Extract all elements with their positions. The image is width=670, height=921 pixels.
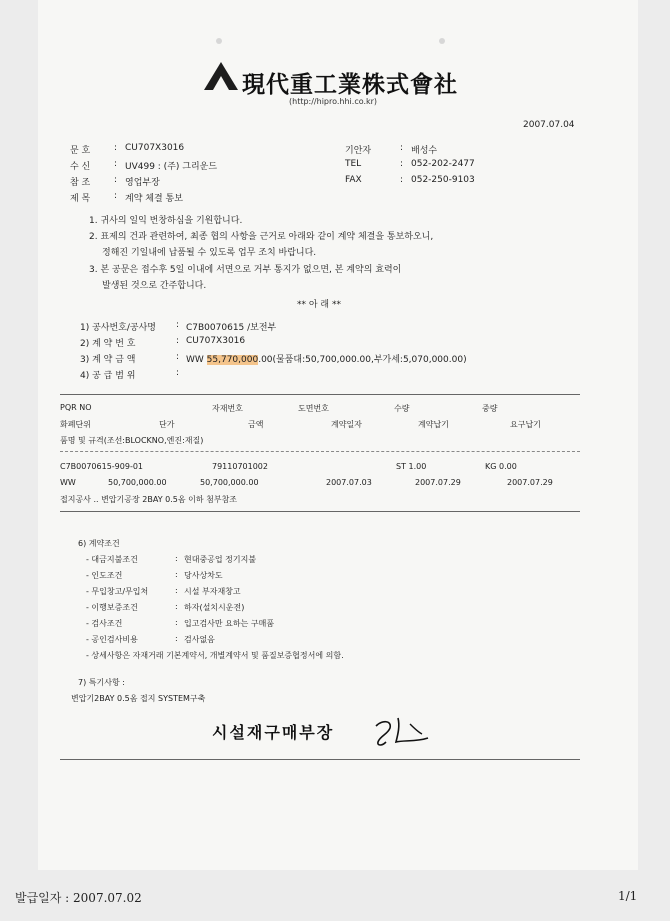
header-value: 계약 체결 통보	[125, 194, 183, 204]
body-line: 1. 귀사의 일익 번창하심을 기원합니다.	[89, 216, 243, 226]
amount-detail: .00(물품대:50,700,000.00,부가세:5,070,000.00)	[258, 355, 467, 365]
condition-sep: :	[175, 570, 178, 579]
table-header: 자재번호	[212, 404, 243, 413]
section-heading: ** 아 래 **	[297, 300, 341, 310]
table-bottom-rule	[60, 511, 580, 512]
header-sep: :	[114, 143, 118, 153]
condition-label: - 공인검사비용	[86, 635, 138, 644]
header-label: 문 호	[70, 146, 91, 156]
condition-value: 당사상차도	[184, 571, 223, 580]
body-line: 발생된 것으로 간주합니다.	[102, 281, 207, 291]
document-date: 2007.07.04	[523, 120, 575, 130]
condition-label: - 검사조건	[86, 619, 123, 628]
condition-sep: :	[175, 634, 178, 643]
condition-sep: :	[175, 554, 178, 563]
header-value: UV499 : (주) 그리운드	[125, 162, 218, 172]
company-logo-icon-inner	[213, 76, 229, 90]
table-header: 수량	[394, 404, 410, 413]
table-header: 계약일자	[331, 420, 362, 429]
issue-date: 발급일자 : 2007.07.02	[15, 891, 142, 905]
header-sep: :	[114, 175, 118, 185]
special-title: 7) 특기사항 :	[78, 678, 125, 687]
header-value: 052-250-9103	[411, 175, 475, 185]
highlighted-amount: 55,770,000	[206, 355, 259, 365]
table-divider	[60, 451, 580, 452]
condition-sep: :	[175, 618, 178, 627]
header-value: CU707X3016	[125, 143, 185, 153]
signature-icon	[370, 712, 440, 752]
table-header: 품명 및 규격(조선:BLOCKNO,엔진:재질)	[60, 436, 204, 445]
table-top-rule	[60, 394, 580, 395]
header-sep: :	[114, 191, 118, 201]
item-sep: :	[176, 336, 180, 346]
punch-hole	[216, 38, 222, 44]
table-cell: 2007.07.03	[326, 478, 372, 487]
body-line: 정해진 기일내에 납품될 수 있도록 업무 조치 바랍니다.	[102, 248, 317, 258]
table-cell: 50,700,000.00	[200, 478, 259, 487]
condition-value: 검사없음	[184, 635, 215, 644]
table-header: PQR NO	[60, 403, 92, 412]
table-header: 단가	[159, 420, 175, 429]
table-cell: KG 0.00	[485, 462, 517, 471]
condition-value: 시설 부자재창고	[184, 587, 241, 596]
item-sep: :	[176, 368, 180, 378]
table-cell: 2007.07.29	[507, 478, 553, 487]
table-cell: WW	[60, 478, 76, 487]
table-header: 요구납기	[510, 420, 541, 429]
header-label: 수 신	[70, 162, 91, 172]
condition-sep: :	[175, 602, 178, 611]
condition-label: - 이행보증조건	[86, 603, 138, 612]
header-label: 참 조	[70, 178, 91, 188]
table-header: 계약납기	[418, 420, 449, 429]
table-header: 금액	[248, 420, 264, 429]
item-label: 4) 공 급 범 위	[80, 371, 136, 381]
header-sep: :	[114, 159, 118, 169]
condition-sep: :	[175, 586, 178, 595]
header-sep: :	[400, 143, 404, 153]
condition-label: - 대금지불조건	[86, 555, 138, 564]
contract-amount	[186, 352, 467, 365]
table-cell: 2007.07.29	[415, 478, 461, 487]
item-label: 3) 계 약 금 액	[80, 355, 136, 365]
closing-rule	[60, 759, 580, 760]
condition-label: - 인도조건	[86, 571, 123, 580]
page-number: 1/1	[618, 889, 638, 903]
body-line: 2. 표제의 건과 관련하여, 최종 협의 사항을 근거로 아래와 같이 계약 체결을 통보하오니,	[89, 232, 434, 242]
table-cell: 79110701002	[212, 462, 268, 471]
header-label: 제 목	[70, 194, 91, 204]
condition-value: 하자(설치시운전)	[184, 603, 245, 612]
header-label: 기안자	[345, 146, 372, 156]
header-label: FAX	[345, 175, 362, 185]
header-sep: :	[400, 159, 404, 169]
special-text: 변압기2BAY 0.5옴 접지 SYSTEM구축	[71, 694, 206, 703]
item-value: C7B0070615 /보전부	[186, 323, 277, 333]
body-line: 3. 본 공문은 접수후 5일 이내에 서면으로 거부 통지가 없으면, 본 계약의 효력이	[89, 265, 402, 275]
header-value: 영업부장	[125, 178, 160, 188]
table-header: 중량	[482, 404, 498, 413]
item-label: 1) 공사번호/공사명	[80, 323, 156, 333]
header-sep: :	[400, 175, 404, 185]
header-value: 052-202-2477	[411, 159, 475, 169]
header-value: 배성수	[411, 146, 438, 156]
table-cell: 50,700,000.00	[108, 478, 167, 487]
conditions-note: - 상세사항은 자재거래 기본계약서, 개별계약서 및 품질보증협정서에 의함.	[86, 651, 344, 660]
conditions-title: 6) 계약조건	[78, 539, 120, 548]
table-cell: ST 1.00	[396, 462, 427, 471]
item-sep: :	[176, 320, 180, 330]
header-label: TEL	[345, 159, 362, 169]
item-label: 2) 계 약 번 호	[80, 339, 136, 349]
punch-hole	[439, 38, 445, 44]
item-sep: :	[176, 352, 180, 362]
table-cell: 접지공사 .. 변압기공장 2BAY 0.5옴 이하 첨부참조	[60, 495, 238, 504]
department-name: 시설재구매부장	[212, 723, 335, 742]
table-cell: C7B0070615-909-01	[60, 462, 144, 471]
condition-label: - 무입창고/무입처	[86, 587, 149, 596]
company-name: 現代重工業株式會社	[242, 71, 458, 98]
currency-code: WW	[186, 355, 207, 365]
company-url: (http://hipro.hhi.co.kr)	[289, 97, 378, 106]
item-value: CU707X3016	[186, 336, 246, 346]
table-header: 화폐단위	[60, 420, 91, 429]
table-header: 도면번호	[298, 404, 329, 413]
condition-value: 입고검사만 요하는 구매품	[184, 619, 275, 628]
condition-value: 현대중공업 정기지불	[184, 555, 257, 564]
